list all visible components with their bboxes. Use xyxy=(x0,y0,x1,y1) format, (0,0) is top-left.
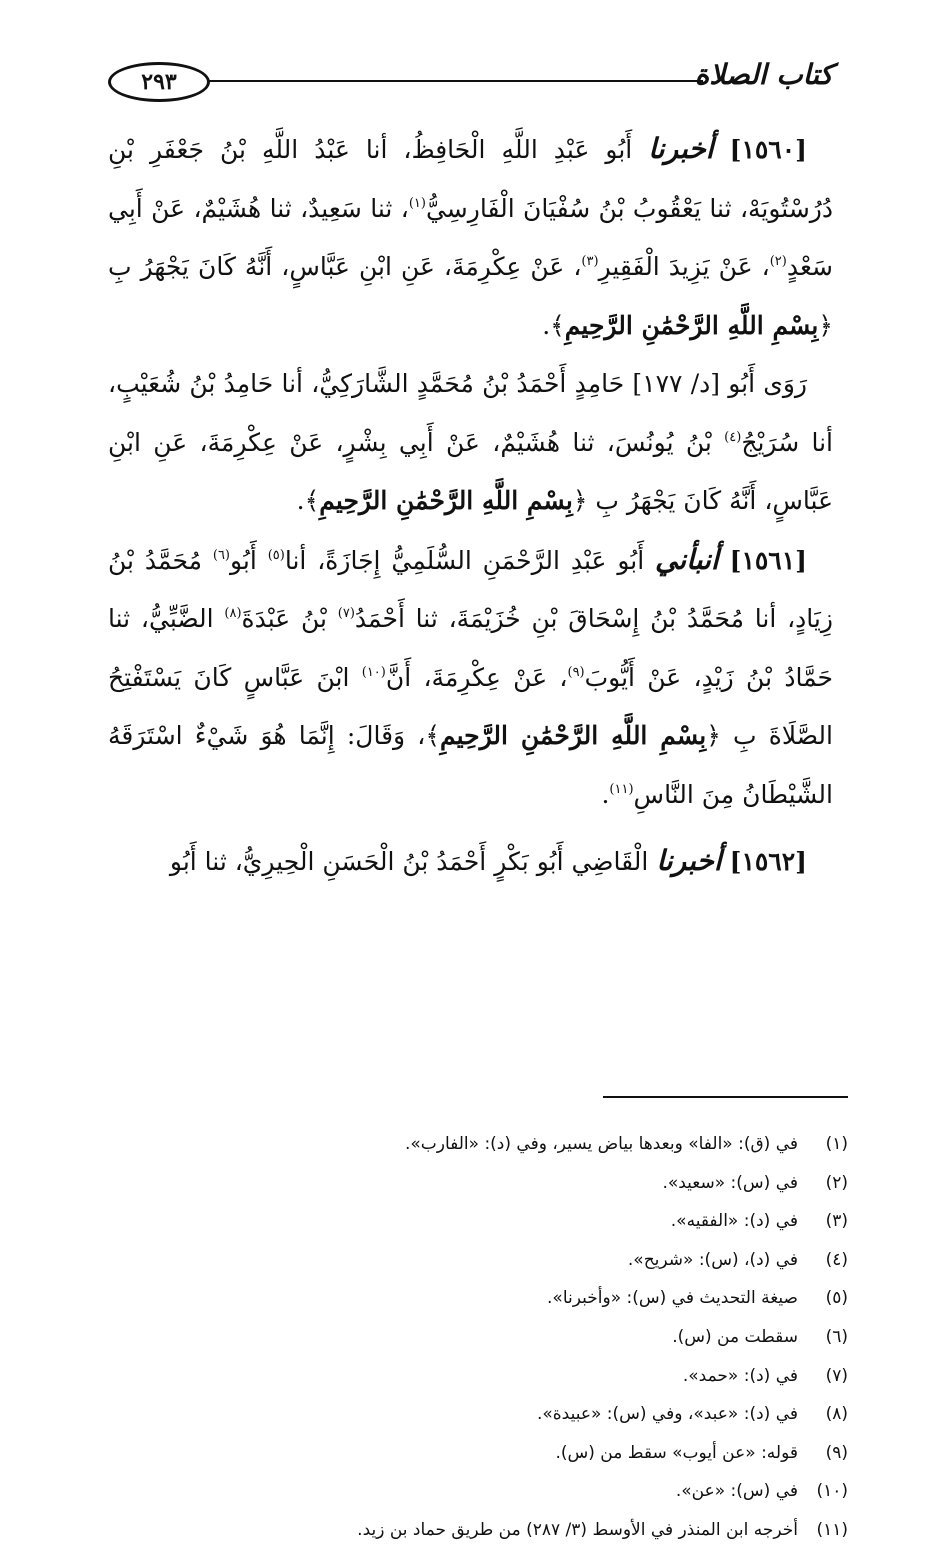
footnote-number: (٨) xyxy=(825,1404,848,1425)
hadith-text: أَبُو xyxy=(230,545,268,575)
footnote-ref[interactable]: (٨) xyxy=(224,606,242,621)
footnote-text: في (د): «حمد». xyxy=(682,1365,798,1386)
hadith-text: أَبُو عَبْدِ الرَّحْمَنِ السُّلَمِيُّ إِجَازَةً، أنا xyxy=(284,545,645,575)
hadith-text: ، عَنْ عِكْرِمَةَ، أَنَّ xyxy=(385,662,568,692)
hadith-text: مُحَمَّدُ بْنُ زِيَادٍ، أنا مُحَمَّدُ بْنُ إِسْحَاقَ بْنِ خُزَيْمَةَ، ثنا أَحْمَدُ xyxy=(108,545,833,633)
hadith-text: بْنُ يُونُسَ، ثنا هُشَيْمٌ، عَنْ أَبِي بِشْرٍ، عَنْ عِكْرِمَةَ، عَنِ ابْنِ عَبَّاسٍ، أَنَّهُ كَانَ يَجْهَرُ بِ ﴿ xyxy=(108,427,833,515)
footnote-ref[interactable]: (٥) xyxy=(267,547,285,563)
footnote-text: سقطت من (س). xyxy=(672,1326,798,1347)
basmala: بِسْمِ اللَّهِ الرَّحْمَٰنِ الرَّحِيمِ xyxy=(440,721,707,750)
footnote-text: في (د)، (س): «شريح». xyxy=(627,1249,798,1270)
footnote-text: في (ق): «الفا» وبعدها بياض يسير، وفي (د): «الفارب». xyxy=(404,1134,798,1154)
footnote-text: في (د): «الفقيه». xyxy=(670,1211,798,1232)
footnote-ref[interactable]: (١٠) xyxy=(361,664,386,680)
basmala: بِسْمِ اللَّهِ الرَّحْمَٰنِ الرَّحِيمِ xyxy=(564,310,819,340)
hadith-text: ، عَنْ عِكْرِمَةَ، عَنِ ابْنِ عَبَّاسٍ، أَنَّهُ كَانَ يَجْهَرُ بِ ﴿ xyxy=(108,252,833,340)
hadith-text: الْقَاضِي أَبُو بَكْرٍ أَحْمَدُ بْنُ الْحَسَنِ الْحِيرِيُّ، ثنا أَبُو xyxy=(169,847,649,876)
footnote-item xyxy=(108,1472,848,1511)
hadith-text: ، عَنْ يَزِيدَ الْفَقِيرِ xyxy=(598,252,770,281)
hadith-text: ﴾. xyxy=(542,310,565,340)
hadith-number: [١٥٦٠] xyxy=(729,135,807,164)
footnote-text: صيغة التحديث في (س): «وأخبرنا». xyxy=(547,1288,798,1309)
footnote-text: أخرجه ابن المنذر في الأوسط (٣/ ٢٨٧) من طريق حماد بن زيد. xyxy=(357,1519,798,1540)
hadith-text: أَبُو عَبْدِ اللَّهِ الْحَافِظُ، أنا عَبْدُ اللَّهِ بْنُ جَعْفَرِ بْنِ دُرُسْتُويَهْ، ثنا يَعْقُوبُ بْنُ سُفْيَانَ الْفَارِسِيُّ xyxy=(108,135,833,223)
hadith-text: الضَّبِّيُّ، ثنا حَمَّادُ بْنُ زَيْدٍ، عَنْ أَيُّوبَ xyxy=(108,604,833,692)
book-title: كتاب الصلاة xyxy=(694,58,833,91)
page-number: ٢٩٣ xyxy=(108,62,210,102)
footnote-text: قوله: «عن أيوب» سقط من (س). xyxy=(555,1442,798,1463)
footnotes xyxy=(108,1125,848,1550)
basmala: بِسْمِ اللَّهِ الرَّحْمَٰنِ الرَّحِيمِ xyxy=(319,486,573,515)
footnote-text: في (س): «عن». xyxy=(675,1481,798,1502)
hadith-text: ، ثنا سَعِيدٌ، ثنا هُشَيْمٌ، عَنْ أَبِي سَعْدٍ xyxy=(108,193,833,281)
transmission-word: أخبرنا xyxy=(656,844,722,877)
footnote-number: (٥) xyxy=(825,1288,848,1309)
footnote-number: (٢) xyxy=(825,1172,848,1193)
hadith-text: ابْنَ عَبَّاسٍ كَانَ يَسْتَفْتِحُ الصَّلَاةَ بِ ﴿ xyxy=(108,662,833,750)
footnote-ref[interactable]: (٦) xyxy=(212,547,230,563)
footnote-number: (٧) xyxy=(825,1365,848,1386)
hadith-1562 xyxy=(108,832,833,892)
footnote-ref[interactable]: (٢) xyxy=(769,254,787,269)
footnote-item xyxy=(108,1241,848,1280)
footnote-item xyxy=(108,1125,848,1164)
header-rule xyxy=(208,80,703,82)
riwaya-paragraph xyxy=(108,355,833,531)
footnote-item xyxy=(108,1279,848,1318)
hadith-number: [١٥٦٢] xyxy=(729,847,807,876)
footnote-item xyxy=(108,1511,848,1550)
hadith-text: بْنُ عَبْدَةَ xyxy=(241,604,338,633)
footnote-item xyxy=(108,1202,848,1241)
transmission-word: أنبأني xyxy=(655,542,719,576)
footnote-ref[interactable]: (٧) xyxy=(337,606,355,621)
footnote-item xyxy=(108,1357,848,1396)
main-text xyxy=(108,120,833,892)
footnote-ref[interactable]: (٩) xyxy=(567,664,585,680)
hadith-text: ﴾، وَقَالَ: إِنَّمَا هُوَ شَيْءٌ اسْتَرَقَهُ الشَّيْطَانُ مِنَ النَّاسِ xyxy=(108,721,833,809)
hadith-1561 xyxy=(108,531,833,825)
footnote-ref[interactable]: (١١) xyxy=(609,781,634,797)
footnote-number: (١) xyxy=(825,1134,848,1154)
footnote-number: (٦) xyxy=(825,1326,848,1347)
hadith-text: ﴾. xyxy=(296,486,320,515)
transmission-word: أخبرنا xyxy=(648,132,714,165)
footnote-ref[interactable]: (١) xyxy=(408,195,426,211)
footnote-number: (١٠) xyxy=(816,1481,848,1502)
page-header xyxy=(108,58,833,102)
hadith-text: رَوَى أَبُو [د/ ١٧٧] حَامِدٍ أَحْمَدُ بْنُ مُحَمَّدٍ الشَّارَكِيُّ، أنا حَامِدُ بْنُ شُعَيْبٍ، أنا سُرَيْجُ xyxy=(108,369,833,457)
footnote-item xyxy=(108,1164,848,1203)
footnote-number: (٣) xyxy=(825,1211,848,1232)
footnote-item xyxy=(108,1395,848,1434)
footnote-item xyxy=(108,1318,848,1357)
footnote-number: (٩) xyxy=(825,1442,848,1463)
footnote-number: (١١) xyxy=(816,1519,848,1540)
footnote-ref[interactable]: (٣) xyxy=(581,254,599,269)
hadith-number: [١٥٦١] xyxy=(729,545,808,575)
hadith-text: . xyxy=(601,779,610,809)
footnote-text: في (د): «عبد»، وفي (س): «عبيدة». xyxy=(536,1404,798,1425)
footnote-item xyxy=(108,1434,848,1473)
footnote-ref[interactable]: (٤) xyxy=(724,429,742,445)
footnote-number: (٤) xyxy=(825,1249,848,1270)
footnote-separator xyxy=(603,1096,848,1098)
footnote-text: في (س): «سعيد». xyxy=(662,1172,798,1193)
hadith-1560 xyxy=(108,120,833,355)
